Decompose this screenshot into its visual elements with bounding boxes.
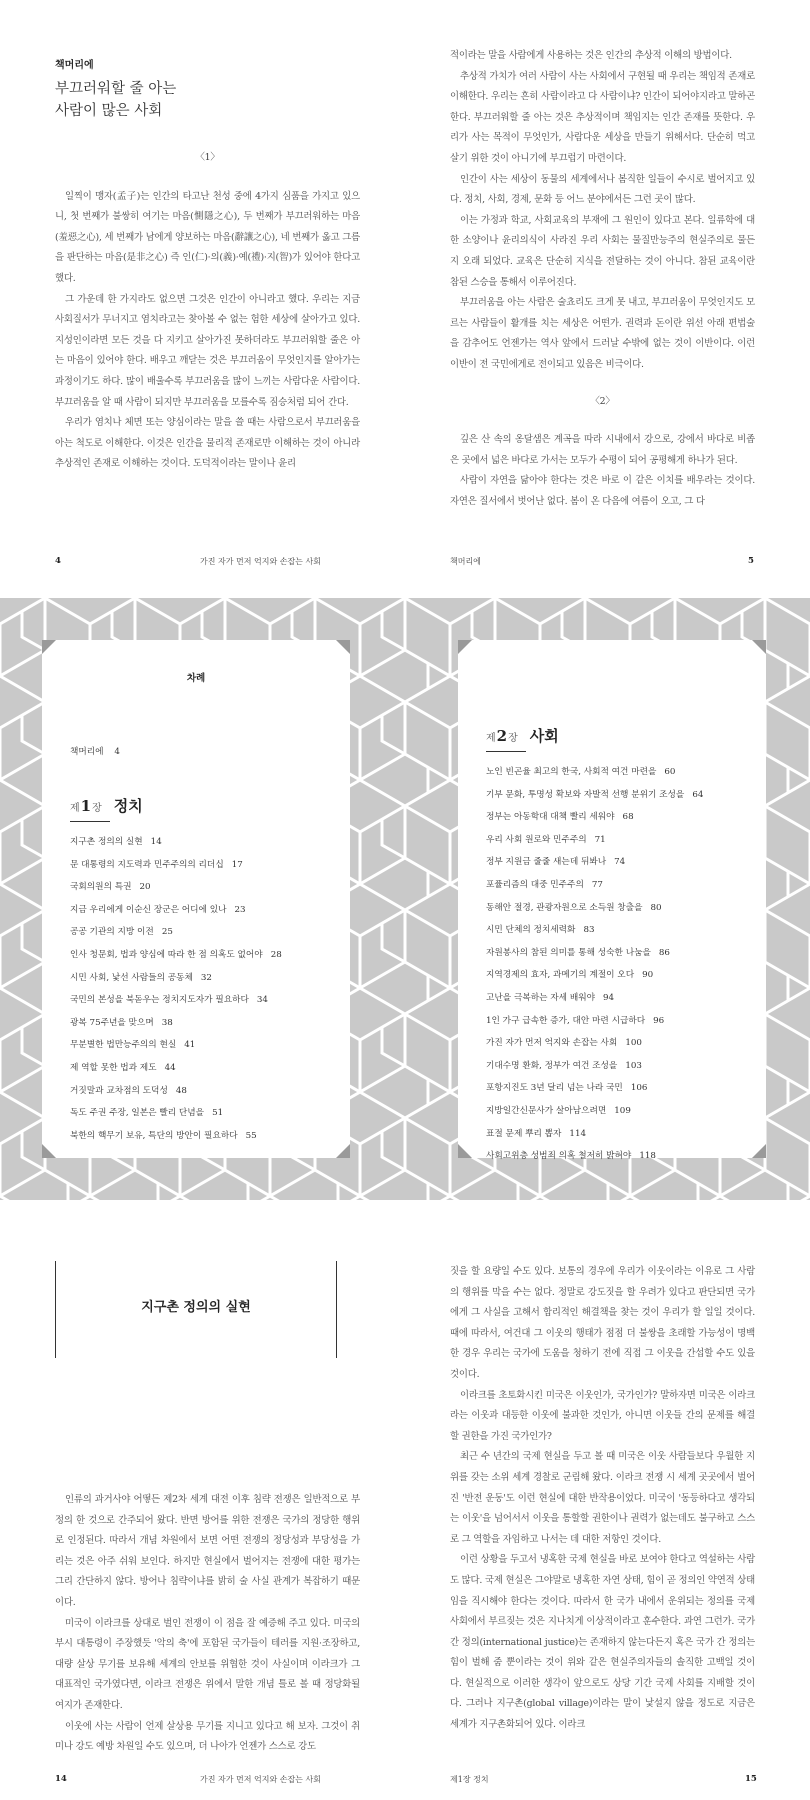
toc-entry-page: 60 xyxy=(664,767,676,777)
toc-entry-page: 48 xyxy=(175,1085,187,1096)
paragraph: 그 가운데 한 가지라도 없으면 그것은 인간이 아니라고 했다. 우리는 지금 사회질서가 무너지고 염치라고는 찾아볼 수 없는 험한 세상에 살아가고 있다. 지성인이라면 모든 것을 다 지키고 살아가진 못하더라도 부끄러워할 줄은 아는 마음이 있어야 한다. 배우고 깨닫는 것은 부끄러움이 무엇인지를 알아가는 과정이기도 하다. 많이 배울수록 부끄러움을 많이 느끼는 사람다운 사람이다. 부끄러움을 알 때 사람이 되지만 부끄러움을 모를수록 짐승처럼 되어 간다. xyxy=(55,293,360,408)
toc-entry-label: 지방일간신문사가 살아남으려면 xyxy=(486,1105,607,1116)
spread-table-of-contents xyxy=(0,598,810,1200)
toc-entry[interactable] xyxy=(70,1125,282,1148)
toc-entry-page: 17 xyxy=(231,859,243,870)
toc-entry-page: 55 xyxy=(245,1130,257,1141)
toc-entry[interactable] xyxy=(70,989,282,1012)
toc-entry-label: 거짓말과 교차점의 도덕성 xyxy=(70,1085,168,1096)
folio xyxy=(55,556,61,566)
toc-list-chapter-1 xyxy=(70,831,282,1147)
toc-entry[interactable] xyxy=(486,1077,703,1100)
article-title: 지구촌 정의의 실현 xyxy=(141,1300,251,1315)
toc-entry[interactable] xyxy=(70,876,282,899)
toc-entry-label: 고난을 극복하는 자세 배워야 xyxy=(486,992,595,1003)
toc-entry-prologue[interactable] xyxy=(70,745,120,757)
paragraph: 우리가 염치나 체면 또는 양심이라는 말을 쓸 때는 사람으로서 부끄러움을 아는 척도로 이해한다. 이것은 인간을 물리적 존재로만 이해하는 것이 아니라 추상적인 존재로 이해하는 것이다. 도덕적이라는 말이나 윤리 xyxy=(55,417,360,470)
card-corner xyxy=(752,640,766,654)
chapter-number: 2 xyxy=(496,727,508,745)
toc-entry-label: 정부는 아동학대 대책 빨리 세워야 xyxy=(486,812,615,823)
toc-entry-label: 시민 단체의 정치세력화 xyxy=(486,925,576,936)
toc-entry[interactable] xyxy=(486,1123,703,1146)
toc-entry-label: 표절 문제 뿌리 뽑자 xyxy=(486,1128,562,1139)
toc-entry-page: 41 xyxy=(184,1040,196,1051)
toc-entry-page: 74 xyxy=(614,857,626,868)
paragraph: 적이라는 말을 사람에게 사용하는 것은 인간의 추상적 이해의 방법이다. xyxy=(450,50,732,61)
toc-entry[interactable] xyxy=(70,1057,282,1080)
toc-entry-page: 4 xyxy=(114,747,120,757)
toc-entry-label: 동해안 절경, 관광자원으로 소득원 창출을 xyxy=(486,902,643,913)
toc-entry[interactable] xyxy=(486,919,703,942)
toc-entry-page: 83 xyxy=(583,925,595,936)
section-number: 〈1〉 xyxy=(195,152,220,163)
toc-entry-label: 포퓰리즘의 대중 민주주의 xyxy=(486,879,584,890)
chapter-title: 사회 xyxy=(529,727,559,745)
page-number: 14 xyxy=(55,1774,67,1784)
spread-chapter-1-opening xyxy=(0,1208,810,1800)
card-corner xyxy=(336,640,350,654)
paragraph: 짓을 할 요량일 수도 있다. 보통의 경우에 우리가 이웃이라는 이유로 그 사람의 행위를 막을 수는 없다. 정말로 강도짓을 할 우려가 있다고 판단되면 국가에게 그 사실을 고해서 합리적인 해결책을 찾는 것이 우리가 할 일일 것이다. 때에 따라서, 여건대 그 이웃의 행태가 점점 더 불쌍을 초래할 가능성이 명백한 경우 우리는 국가에 도움을 청하기 전에 직접 그 이웃을 간섭할 수도 있을 것이다. xyxy=(450,1266,755,1380)
toc-card-left xyxy=(42,640,350,1158)
page-15 xyxy=(405,1208,810,1800)
toc-entry-label: 책머리에 xyxy=(70,747,104,757)
paragraph: 부끄러움을 아는 사람은 술쵸리도 크게 못 내고, 부끄러움이 무엇인지도 모르는 사람들이 활개를 치는 세상은 어떤가. 권력과 돈이란 위선 아래 편법술을 감추어도 언젠가는 역사 앞에서 드러날 수밖에 없는 것이 이반이다. 이런 이반이 전 국민에게로 전이되고 있음은 비극이다. xyxy=(450,297,755,370)
toc-entry[interactable] xyxy=(486,1010,703,1033)
toc-entry-page: 28 xyxy=(270,949,282,960)
body-text xyxy=(450,46,755,512)
page-14 xyxy=(0,1208,405,1800)
toc-entry-page: 68 xyxy=(622,812,634,823)
toc-entry-label: 독도 주권 주장, 일본은 빨리 단념을 xyxy=(70,1108,205,1119)
chapter-prefix: 제 xyxy=(486,733,496,744)
toc-entry-label: 국민의 본성을 북돋우는 정치지도자가 필요하다 xyxy=(70,995,249,1006)
paragraph: 인류의 과거사야 어떻든 제2차 세계 대전 이후 침략 전쟁은 일반적으로 부정의 한 것으로 간주되어 왔다. 반면 방어를 위한 전쟁은 국가의 정당한 행위로 인정된다. 따라서 개념 차원에서 보면 어떤 전쟁의 정당성과 부당성을 가리는 것은 아주 쉬워 보인다. 하지만 현실에서 벌어지는 전쟁에 대한 평가는 그리 간단하지 않다. 방어나 침략이냐를 밝히 술 사실 관계가 복잡하기 때문이다. xyxy=(55,1494,360,1608)
paragraph: 사람이 자연을 닮아야 한다는 것은 바로 이 같은 이치를 배우라는 것이다. 자연은 질서에서 벗어난 없다. 봄이 온 다음에 여름이 오고, 그 다 xyxy=(450,475,755,507)
toc-entry[interactable] xyxy=(70,1034,282,1057)
toc-entry[interactable] xyxy=(70,1012,282,1035)
toc-entry-page: 94 xyxy=(603,992,615,1003)
chapter-underline xyxy=(486,751,526,752)
toc-entry-page: 77 xyxy=(591,879,603,890)
toc-entry[interactable] xyxy=(70,921,282,944)
toc-entry-page: 114 xyxy=(569,1128,587,1139)
toc-entry-page: 23 xyxy=(234,904,246,915)
card-corner xyxy=(336,1144,350,1158)
folio-section: 제1장 정치 xyxy=(450,1775,489,1784)
toc-entry-page: 109 xyxy=(614,1105,631,1116)
toc-entry-label: 사회고위층 성범죄 의혹 철저히 밝혀야 xyxy=(486,1151,632,1162)
toc-entry-label: 기대수명 환화, 정부가 여건 조성을 xyxy=(486,1060,618,1071)
toc-entry-label: 공공 기관의 지방 이전 xyxy=(70,927,154,938)
toc-entry-label: 국회의원의 특권 xyxy=(70,882,132,893)
chapter-heading-2 xyxy=(486,725,559,746)
folio xyxy=(55,1774,67,1784)
running-head: 가진 자가 먼저 억지와 손잡는 사회 xyxy=(200,1775,321,1784)
card-corner xyxy=(458,640,472,654)
toc-entry-page: 86 xyxy=(658,947,670,958)
toc-entry[interactable] xyxy=(70,831,282,854)
page-number: 15 xyxy=(745,1774,757,1784)
paragraph: 미국이 이라크를 상대로 벌인 전쟁이 이 점을 잘 예증해 주고 있다. 미국의 부시 대통령이 주장했듯 '악의 축'에 포함된 국가들이 테러를 지원·조장하고, 대량 살상 무기를 보유해 세계의 안보를 위협한 것이 사실이며 이라크가 그 대표적인 국가였다면, 이라크 전쟁은 위에서 말한 개념 틀로 볼 때 정당화될 여지가 존재한다. xyxy=(55,1617,360,1711)
toc-entry-label: 노인 빈곤율 최고의 한국, 사회적 여건 마련을 xyxy=(486,767,657,777)
toc-entry-page: 64 xyxy=(692,789,704,800)
toc-entry-label: 기부 문화, 투명성 확보와 자발적 선행 분위기 조성을 xyxy=(486,789,685,800)
toc-entry[interactable] xyxy=(486,1032,703,1055)
body-text xyxy=(450,1262,755,1736)
chapter-suffix: 장 xyxy=(92,803,102,814)
toc-entry-label: 무분별한 법만능주의의 현실 xyxy=(70,1040,177,1051)
folio-section: 책머리에 xyxy=(450,557,481,566)
chapter-title: 정치 xyxy=(113,797,143,815)
paragraph: 깊은 산 속의 옹달샘은 계곡을 따라 시내에서 강으로, 강에서 바다로 비좁은 곳에서 넓은 바다로 가서는 모두가 수평이 되어 공평해게 하나가 된다. xyxy=(450,434,755,466)
toc-entry[interactable] xyxy=(70,1102,282,1125)
toc-entry-label: 자원봉사의 참된 의미를 통해 성숙한 나눔을 xyxy=(486,947,651,958)
toc-title: 차례 xyxy=(186,673,206,684)
card-corner xyxy=(42,1144,56,1158)
paragraph: 이는 가정과 학교, 사회교육의 부재에 그 원인이 있다고 본다. 일류학에 대한 소양이나 윤리의식이 사라진 우리 사회는 물질만능주의 현실주의로 물든 지 오래 되었다. 교육은 단순히 지식을 전달하는 것이 아니다. 참된 교육이란 참된 스승을 통해서 이루어진다. xyxy=(450,214,755,288)
toc-entry-label: 지금 우리에게 이순신 장군은 어디에 있나 xyxy=(70,904,227,915)
paragraph: 추상적 가치가 여러 사람이 사는 사회에서 구현될 때 우리는 책임적 존재로 이해한다. 우리는 흔히 사람이라고 다 사람이냐? 인간이 되어야지라고 말하곤 한다. 부끄러워할 줄 아는 것은 추상적이며 책임지는 인간 존재를 뜻한다. 우리가 사는 목적이 무엇인가, 사람다운 세상을 만들기 위해서다. 단순히 먹고 살기 위한 것이 아니기에 부끄럽기 마련이다. xyxy=(450,70,755,164)
card-corner xyxy=(752,1144,766,1158)
toc-entry-page: 32 xyxy=(200,972,212,983)
toc-entry-page: 71 xyxy=(594,834,606,845)
paragraph: 일찍이 맹자(孟子)는 인간의 타고난 천성 중에 4가지 심품을 가지고 있으니, 첫 번째가 불쌍히 여기는 마음(惻隱之心), 두 번째가 부끄러워하는 마음(羞惡之心), 세 번째가 남에게 양보하는 마음(辭讓之心), 네 번째가 옳고 그름을 판단하는 마음(是非之心) 즉 인(仁)·의(義)·예(禮)·지(智)가 있어야 한다고 했다. xyxy=(55,190,360,284)
toc-entry[interactable] xyxy=(486,1100,703,1123)
toc-entry-page: 44 xyxy=(164,1062,176,1073)
page-number: 5 xyxy=(748,556,754,566)
toc-card-right xyxy=(458,640,766,1162)
toc-entry[interactable] xyxy=(486,829,703,852)
toc-entry-page: 103 xyxy=(625,1060,642,1071)
toc-entry[interactable] xyxy=(70,1080,282,1103)
toc-entry[interactable] xyxy=(486,761,703,784)
page-number: 4 xyxy=(55,556,61,566)
toc-entry-page: 118 xyxy=(639,1151,656,1162)
toc-entry-page: 51 xyxy=(212,1108,224,1119)
toc-entry-label: 가진 자가 먼저 억지와 손잡는 사회 xyxy=(486,1038,618,1049)
toc-entry-page: 80 xyxy=(650,902,662,913)
toc-entry-page: 90 xyxy=(642,970,654,981)
toc-entry[interactable] xyxy=(486,964,703,987)
running-head: 가진 자가 먼저 억지와 손잡는 사회 xyxy=(200,557,321,566)
toc-entry-label: 우리 사회 원로와 민주주의 xyxy=(486,834,587,845)
essay-title xyxy=(55,78,176,122)
folio xyxy=(745,1774,757,1784)
toc-entry[interactable] xyxy=(486,1055,703,1078)
page-5 xyxy=(405,0,810,580)
toc-entry-page: 34 xyxy=(256,995,268,1006)
toc-entry[interactable] xyxy=(486,987,703,1010)
toc-entry-label: 문 대통령의 지도력과 민주주의의 리더십 xyxy=(70,859,224,870)
paragraph: 최근 수 년간의 국제 현실을 두고 볼 때 미국은 이웃 사람들보다 우월한 지위를 갖는 소위 세계 경찰로 군림해 왔다. 이라크 전쟁 시 세계 곳곳에서 벌어진 '반전 운동'도 이런 현실에 대한 반작용이었다. 미국이 '동등하다고 생각되는 이웃'을 넘어서서 이웃을 통할할 권한이나 권력가 없는데도 불구하고 스스로 그 역할을 자임하고 나서는 데 대한 저항인 것이다. xyxy=(450,1451,755,1545)
toc-entry-label: 광복 75주년을 맞으며 xyxy=(70,1017,154,1028)
toc-entry-label: 포항지진도 3년 달리 넘는 나라 국민 xyxy=(486,1083,623,1094)
toc-entry-page: 100 xyxy=(625,1038,642,1049)
essay-title-line-1: 부끄러워할 줄 아는 xyxy=(55,81,177,97)
toc-entry-label: 지역경제의 효자, 과메기의 계절이 오다 xyxy=(486,970,635,981)
card-corner xyxy=(458,1144,472,1158)
toc-entry-page: 20 xyxy=(139,882,151,893)
paragraph: 인간이 사는 세상이 동물의 세계에서나 봄직한 일들이 수시로 벌어지고 있다. 정치, 사회, 경제, 문화 등 어느 분야에서든 그런 곳이 많다. xyxy=(450,173,755,206)
paragraph: 이웃에 사는 사람이 언제 살상용 무기를 지니고 있다고 해 보자. 그것이 취미나 강도 예방 차원일 수도 있으며, 더 나아가 언젠가 스스로 강도 xyxy=(55,1720,360,1753)
toc-entry[interactable] xyxy=(486,806,703,829)
chapter-number: 1 xyxy=(80,797,92,815)
toc-entry-label: 1인 가구 급속한 증가, 대안 마련 시급하다 xyxy=(486,1015,646,1026)
toc-entry[interactable] xyxy=(486,897,703,920)
toc-entry-page: 14 xyxy=(150,837,162,847)
toc-entry[interactable] xyxy=(486,942,703,965)
page-4 xyxy=(0,0,405,580)
chapter-heading-1 xyxy=(70,795,143,816)
toc-entry[interactable] xyxy=(70,854,282,877)
toc-entry[interactable] xyxy=(486,851,703,874)
paragraph: 이라크를 초토화시킨 미국은 이웃인가, 국가인가? 말하자면 미국은 이라크라는 이웃과 대등한 이웃에 불과한 것인가, 아니면 이웃들 간의 문제를 해결할 권한을 가진 국가인가? xyxy=(450,1389,755,1442)
chapter-suffix: 장 xyxy=(508,733,518,744)
toc-entry[interactable] xyxy=(486,874,703,897)
toc-entry-label: 인사 청문회, 법과 양심에 따라 한 점 의혹도 없어야 xyxy=(70,949,263,960)
section-number: 〈2〉 xyxy=(590,395,615,407)
article-title-box xyxy=(55,1261,337,1358)
toc-entry-label: 정부 지원금 줄줄 새는데 뒤봐나 xyxy=(486,857,607,868)
chapter-underline xyxy=(70,821,110,822)
toc-list-chapter-2 xyxy=(486,761,703,1168)
toc-entry-label: 시민 사회, 낯선 사람들의 공동체 xyxy=(70,972,193,983)
toc-entry[interactable] xyxy=(70,944,282,967)
toc-entry-page: 38 xyxy=(161,1017,173,1028)
spread-prologue xyxy=(0,0,810,580)
toc-entry-label: 제 역할 못한 법과 제도 xyxy=(70,1062,157,1073)
toc-entry-page: 106 xyxy=(630,1083,648,1094)
toc-entry-page: 25 xyxy=(161,927,173,938)
toc-entry[interactable] xyxy=(70,899,282,922)
card-corner xyxy=(42,640,56,654)
toc-entry[interactable] xyxy=(486,784,703,807)
toc-entry-label: 지구촌 정의의 실현 xyxy=(70,837,143,847)
toc-entry[interactable] xyxy=(70,967,282,990)
folio xyxy=(748,556,754,566)
toc-entry-label: 북한의 핵무기 보유, 특단의 방안이 필요하다 xyxy=(70,1130,238,1141)
toc-entry[interactable] xyxy=(486,1145,703,1168)
body-text xyxy=(55,148,360,475)
toc-entry-page: 96 xyxy=(653,1015,665,1026)
chapter-prefix: 제 xyxy=(70,803,80,814)
kicker: 책머리에 xyxy=(55,60,94,71)
body-text xyxy=(55,1490,360,1758)
essay-title-line-2: 사람이 많은 사회 xyxy=(55,103,163,119)
paragraph: 이런 상황을 두고서 냉혹한 국제 현실을 바로 보여야 한다고 역설하는 사람도 많다. 국제 현실은 그야말로 냉혹한 자연 상태, 힘이 곧 정의인 약연적 상태임을 직시해야 한다는 것이다. 따라서 한 국가 내에서 운위되는 정의를 국제 사회에서 부르짖는 것은 지나치게 이상적이라고 훈수한다. 과연 그런가. 국가 간 정의(international justice)는 존재하지 않는다든지 혹은 국가 간 정의는 힘이 벌해 줌 뿐이라는 것이 위와 같은 현실주의자들의 솔직한 고백일 것이다. 현실적으로 이러한 생각이 앞으로도 상당 기간 국제 사회를 지배할 것이다. 그러나 지구촌(global village)이라는 말이 낯설지 않을 정도로 지금은 세계가 지구촌화되어 있다. 이라크 xyxy=(450,1554,755,1731)
